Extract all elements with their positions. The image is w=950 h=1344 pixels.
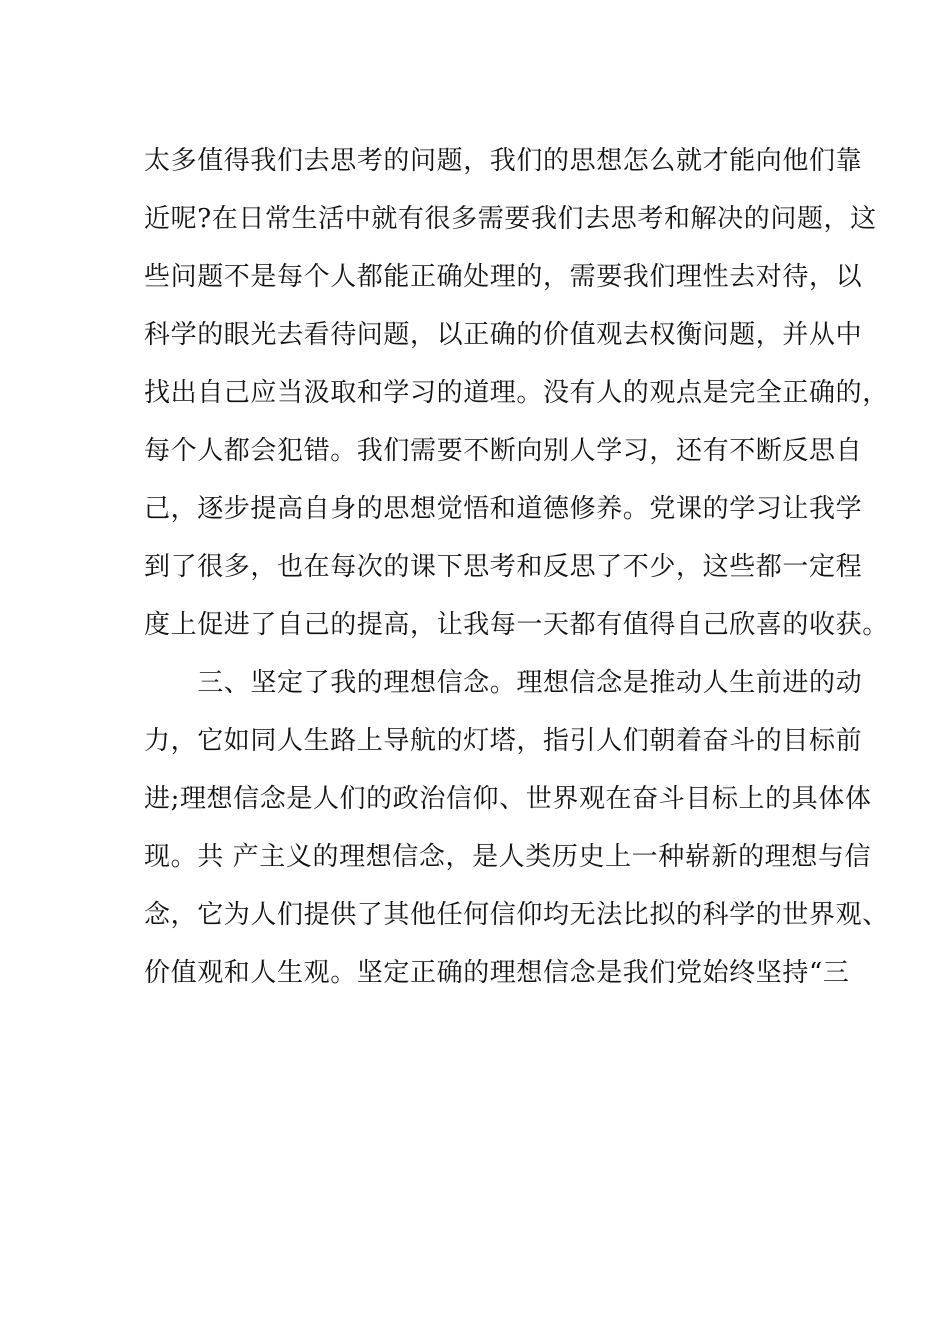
text-line: 进;理想信念是人们的政治信仰、世界观在奋斗目标上的具体体 [144, 784, 872, 814]
text-line: 念，它为人们提供了其他任何信仰均无法比拟的科学的世界观、 [144, 900, 889, 930]
text-line: 现。共 产主义的理想信念，是人类历史上一种崭新的理想与信 [144, 842, 872, 872]
text-line: 太多值得我们去思考的问题，我们的思想怎么就才能向他们靠 [144, 146, 863, 176]
text-line: 度上促进了自己的提高，让我每一天都有值得自己欣喜的收获。 [144, 610, 889, 640]
text-line: 每个人都会犯错。我们需要不断向别人学习，还有不断反思自 [144, 436, 863, 466]
text-line: 力，它如同人生路上导航的灯塔，指引人们朝着奋斗的目标前 [144, 726, 863, 756]
text-line: 到了很多，也在每次的课下思考和反思了不少，这些都一定程 [144, 552, 863, 582]
text-line: 找出自己应当汲取和学习的道理。没有人的观点是完全正确的， [144, 378, 889, 408]
paragraph-start-line: 三、坚定了我的理想信念。理想信念是推动人生前进的动 [144, 668, 863, 698]
text-line: 近呢?在日常生活中就有很多需要我们去思考和解决的问题，这 [144, 204, 877, 234]
text-line: 些问题不是每个人都能正确处理的，需要我们理性去对待，以 [144, 262, 863, 292]
body-text [144, 132, 889, 1002]
text-line: 科学的眼光去看待问题，以正确的价值观去权衡问题，并从中 [144, 320, 863, 350]
text-line: 己，逐步提高自身的思想觉悟和道德修养。党课的学习让我学 [144, 494, 863, 524]
text-line: 价值观和人生观。坚定正确的理想信念是我们党始终坚持“三 [144, 958, 850, 988]
